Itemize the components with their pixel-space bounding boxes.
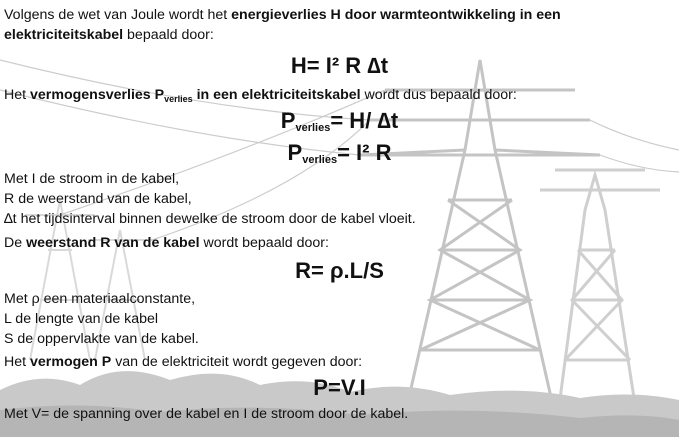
formula-pverlies-h — [0, 108, 679, 141]
weerstand-text: De — [4, 235, 27, 251]
material-lengte: L de lengte van de kabel — [4, 311, 159, 327]
verlies-bold-b: in een elektriciteitskabel — [192, 87, 361, 103]
formula-p1-rhs: = H/ ∆t — [330, 108, 399, 133]
formula-pverlies-i2r — [0, 140, 679, 173]
vermogen-text-end: van de elektriciteit wordt gegeven door: — [111, 354, 363, 370]
vermogen-bold: vermogen P — [30, 354, 112, 370]
formula-p2-lhs: P — [287, 140, 303, 165]
verlies-subscript: verlies — [164, 94, 193, 104]
formula-p1-sub: verlies — [295, 122, 331, 134]
material-oppervlakte: S de oppervlakte van de kabel. — [4, 331, 199, 347]
definition-weerstand: R de weerstand van de kabel, — [4, 191, 192, 207]
definition-tijdsinterval: ∆t het tijdsinterval binnen dewelke de stroom door de kabel vloeit. — [4, 211, 416, 227]
final-line: Met V= de spanning over de kabel en I de stroom door de kabel. — [4, 406, 409, 422]
vermogen-text: Het — [4, 354, 31, 370]
vermogen-line — [4, 353, 362, 371]
formula-p2-rhs: = I² R — [337, 140, 392, 165]
formula-p2-sub: verlies — [302, 154, 338, 166]
verlies-bold — [30, 87, 361, 103]
weerstand-text-end: wordt bepaald door: — [199, 235, 329, 251]
intro-line-2 — [4, 26, 214, 44]
intro-bold-kabel: elektriciteitskabel — [4, 27, 124, 43]
intro-bold-energieverlies: energieverlies H door warmteontwikkeling in een — [231, 7, 561, 23]
formula-joule: H= I² R ∆t — [290, 53, 389, 78]
formula-weerstand: R= ρ.L/S — [295, 258, 384, 283]
definition-stroom: Met I de stroom in de kabel, — [4, 171, 180, 187]
verlies-line — [4, 86, 517, 108]
material-constante: Met ρ een materiaalconstante, — [4, 291, 196, 307]
formula-p1-lhs: P — [280, 108, 296, 133]
formula-vermogen: P=V.I — [313, 375, 366, 400]
verlies-text-end: wordt dus bepaald door: — [360, 87, 517, 103]
intro-line-1 — [4, 6, 561, 24]
intro-text-end: bepaald door: — [123, 27, 214, 43]
weerstand-line — [4, 234, 329, 252]
verlies-bold-a: vermogensverlies P — [30, 87, 165, 103]
verlies-text: Het — [4, 87, 31, 103]
weerstand-bold: weerstand R van de kabel — [26, 235, 200, 251]
intro-text: Volgens de wet van Joule wordt het — [4, 7, 232, 23]
